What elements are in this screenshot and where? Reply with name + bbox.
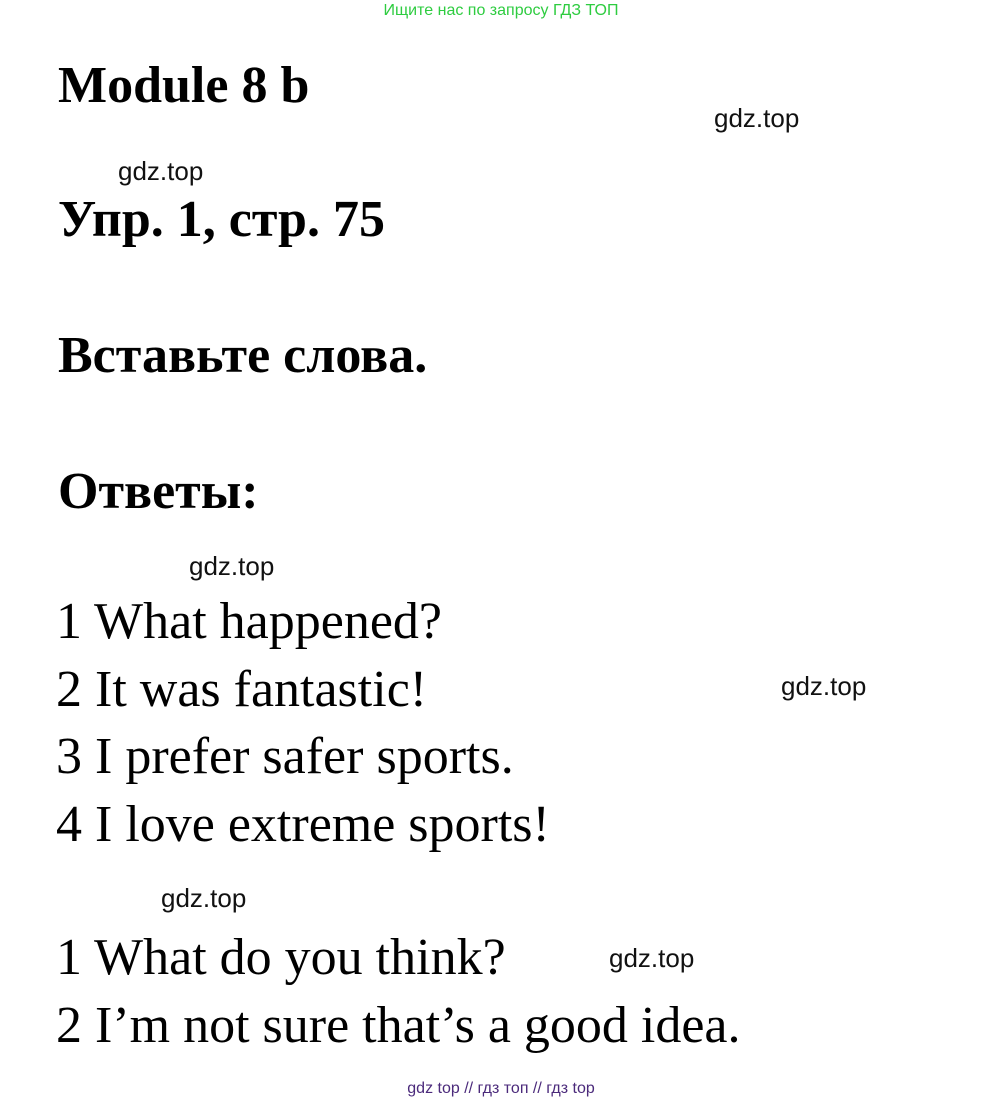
module-title: Module 8 b [58,57,310,114]
watermark: gdz.top [118,156,204,186]
answers-heading: Ответы: [58,463,259,520]
footer-links: gdz top // гдз топ // гдз top [407,1080,595,1097]
answer-line: 1 What happened? [56,593,442,650]
answer-line: 2 It was fantastic! [56,661,428,718]
watermark: gdz.top [161,883,247,913]
answer-line: 3 I prefer safer sports. [56,728,514,785]
watermark: gdz.top [781,671,867,701]
watermark: gdz.top [189,551,275,581]
exercise-heading: Упр. 1, стр. 75 [58,191,385,248]
watermark: gdz.top [714,103,800,133]
answer-line: 2 I’m not sure that’s a good idea. [56,997,741,1054]
top-search-note: Ищите нас по запросу ГДЗ ТОП [383,2,619,19]
answer-line: 4 I love extreme sports! [56,796,550,853]
watermark: gdz.top [609,943,695,973]
task-heading: Вставьте слова. [58,327,428,384]
answer-line: 1 What do you think? [56,929,506,986]
